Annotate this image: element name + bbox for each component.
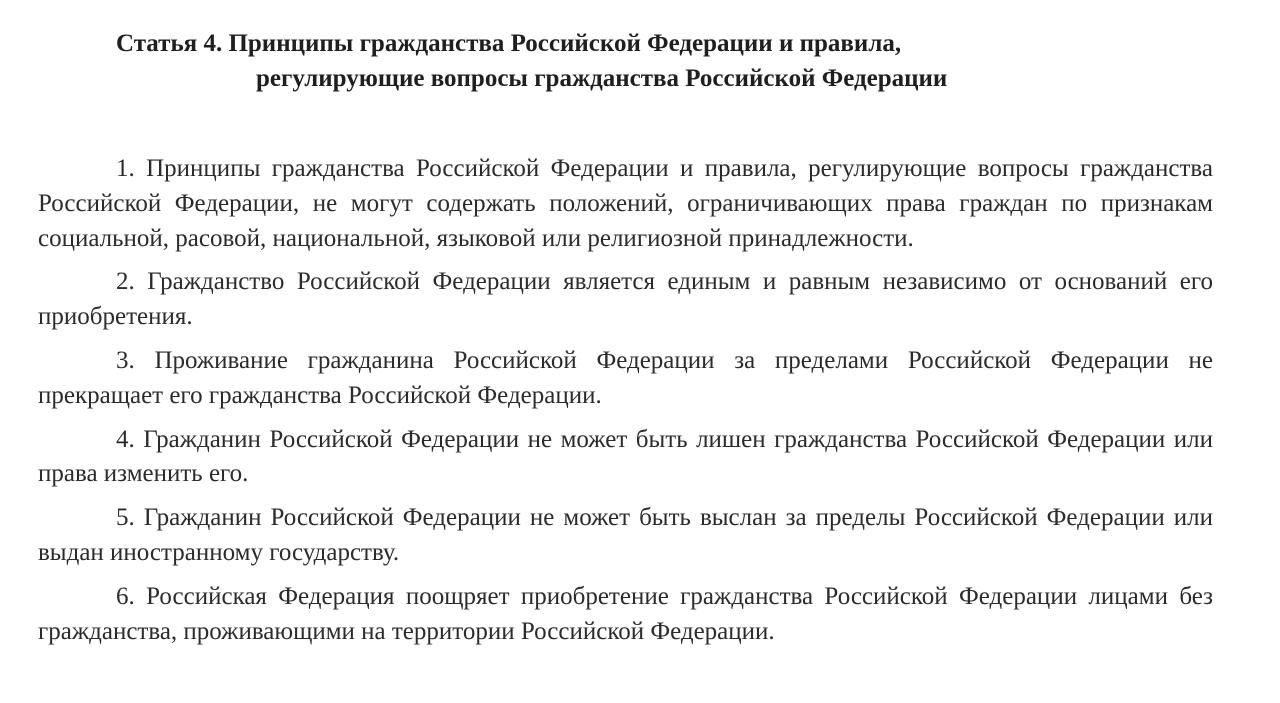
article-body: [38, 152, 1213, 658]
article-title: [116, 26, 1056, 96]
paragraph-4: 4. Гражданин Российской Федерации не может быть лишен гражданства Российской Федерации или права изменить его.: [38, 425, 1213, 488]
paragraph-1: 1. Принципы гражданства Российской Федерации и правила, регулирующие вопросы гражданства Российской Федерации, не могут содержать положений, ограничивающих права граждан по признакам социальной, расовой, национальной, языковой или религиозной принадлежности.: [38, 155, 1213, 252]
paragraph-2: 2. Гражданство Российской Федерации является единым и равным независимо от оснований его приобретения.: [38, 268, 1213, 331]
paragraph-3: 3. Проживание гражданина Российской Федерации за пределами Российской Федерации не прекращает его гражданства Российской Федерации.: [38, 346, 1213, 409]
article-title-line-1: Статья 4. Принципы гражданства Российской Федерации и правила,: [116, 30, 902, 57]
article-title-line-2: регулирующие вопросы гражданства Российской Федерации: [256, 65, 948, 92]
paragraph-6: 6. Российская Федерация поощряет приобретение гражданства Российской Федерации лицами без гражданства, проживающими на территории Российской Федерации.: [38, 582, 1213, 645]
paragraph-5: 5. Гражданин Российской Федерации не может быть выслан за пределы Российской Федерации или выдан иностранному государству.: [38, 504, 1213, 566]
